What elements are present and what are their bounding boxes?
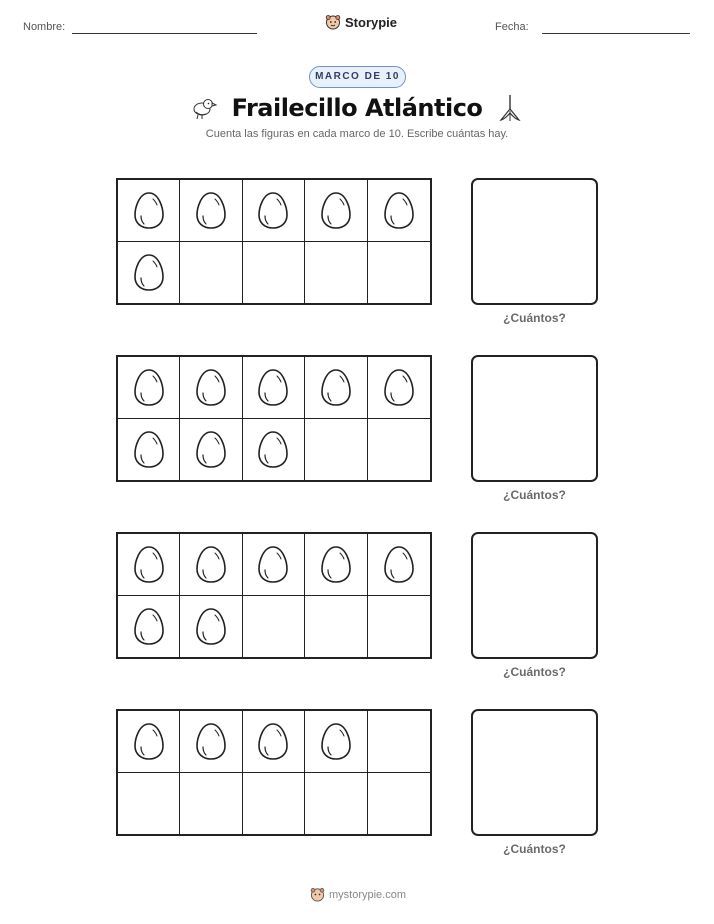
egg-icon <box>257 429 289 469</box>
egg-icon <box>133 606 165 646</box>
egg-icon <box>133 429 165 469</box>
ten-frame-cell <box>180 242 242 304</box>
footer-site[interactable]: mystorypie.com <box>329 888 407 901</box>
footer <box>310 887 406 902</box>
egg-icon <box>133 190 165 230</box>
answer-box[interactable] <box>471 355 598 482</box>
answer-box[interactable] <box>471 532 598 659</box>
ten-frame-cell <box>180 773 242 835</box>
answer-box[interactable] <box>471 709 598 836</box>
ten-frame-cell <box>180 534 242 596</box>
ten-frame-cell <box>243 711 305 773</box>
title-row <box>0 90 714 126</box>
brand-logo <box>325 14 397 30</box>
storypie-mascot-icon <box>310 887 325 902</box>
how-many-label: ¿Cuántos? <box>503 665 566 679</box>
ten-frame <box>116 178 432 305</box>
ten-frame-cell <box>243 534 305 596</box>
ten-frame-cell <box>305 534 367 596</box>
egg-icon <box>257 190 289 230</box>
ten-frame-cell <box>180 357 242 419</box>
ten-frame-cell <box>305 596 367 658</box>
ten-frame-cell <box>368 711 430 773</box>
ten-frame-cell <box>305 357 367 419</box>
egg-icon <box>133 252 165 292</box>
ten-frame-cell <box>243 357 305 419</box>
ten-frame-cell <box>368 357 430 419</box>
ten-frame-cell <box>118 419 180 481</box>
ten-frame-cell <box>305 242 367 304</box>
ten-frame <box>116 355 432 482</box>
ten-frame-cell <box>180 419 242 481</box>
egg-icon <box>320 721 352 761</box>
egg-icon <box>133 544 165 584</box>
ten-frame-cell <box>368 773 430 835</box>
storypie-mascot-icon <box>325 14 341 30</box>
puffin-icon <box>190 94 218 122</box>
egg-icon <box>320 367 352 407</box>
instructions: Cuenta las figuras en cada marco de 10. Escribe cuántas hay. <box>205 128 509 140</box>
ten-frame-cell <box>305 180 367 242</box>
name-label: Nombre: <box>23 21 66 33</box>
ten-frame-cell <box>118 596 180 658</box>
egg-icon <box>257 367 289 407</box>
ten-frame-cell <box>305 773 367 835</box>
ten-frame-cell <box>368 596 430 658</box>
ten-frame-cell <box>243 419 305 481</box>
ten-frame-cell <box>118 180 180 242</box>
egg-icon <box>320 190 352 230</box>
egg-icon <box>383 190 415 230</box>
worksheet-type-badge: MARCO DE 10 <box>309 66 406 88</box>
ten-frame-cell <box>243 596 305 658</box>
egg-icon <box>195 544 227 584</box>
ten-frame-cell <box>368 534 430 596</box>
egg-icon <box>133 367 165 407</box>
brand-name: Storypie <box>345 14 398 30</box>
name-line[interactable] <box>72 33 257 34</box>
egg-icon <box>320 544 352 584</box>
egg-icon <box>195 190 227 230</box>
date-label: Fecha: <box>495 21 529 33</box>
ten-frame <box>116 709 432 836</box>
ten-frame-cell <box>118 534 180 596</box>
page-title: Frailecillo Atlántico <box>231 94 483 122</box>
bird-footprint-icon <box>496 93 524 123</box>
date-line[interactable] <box>542 33 690 34</box>
egg-icon <box>133 721 165 761</box>
egg-icon <box>257 721 289 761</box>
how-many-label: ¿Cuántos? <box>503 842 566 856</box>
ten-frame-cell <box>180 180 242 242</box>
how-many-label: ¿Cuántos? <box>503 311 566 325</box>
ten-frame-cell <box>305 419 367 481</box>
ten-frame-cell <box>118 242 180 304</box>
ten-frame-cell <box>243 242 305 304</box>
ten-frame-cell <box>368 180 430 242</box>
ten-frame-cell <box>243 180 305 242</box>
ten-frame-cell <box>180 596 242 658</box>
egg-icon <box>195 429 227 469</box>
ten-frame-cell <box>243 773 305 835</box>
ten-frame <box>116 532 432 659</box>
ten-frame-cell <box>368 419 430 481</box>
ten-frame-cell <box>118 711 180 773</box>
egg-icon <box>383 367 415 407</box>
egg-icon <box>195 606 227 646</box>
ten-frame-cell <box>118 357 180 419</box>
egg-icon <box>383 544 415 584</box>
ten-frame-cell <box>368 242 430 304</box>
egg-icon <box>257 544 289 584</box>
egg-icon <box>195 367 227 407</box>
how-many-label: ¿Cuántos? <box>503 488 566 502</box>
egg-icon <box>195 721 227 761</box>
ten-frame-cell <box>305 711 367 773</box>
ten-frame-cell <box>180 711 242 773</box>
answer-box[interactable] <box>471 178 598 305</box>
ten-frame-cell <box>118 773 180 835</box>
